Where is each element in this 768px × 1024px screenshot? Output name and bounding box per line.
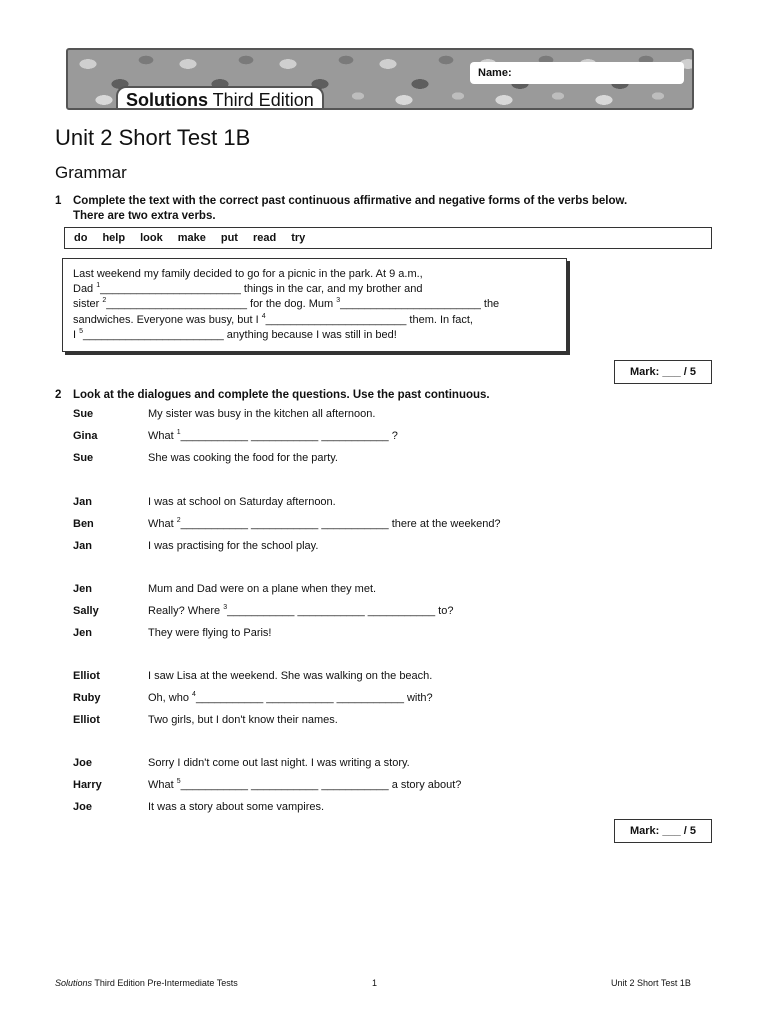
- question-2-prompt[interactable]: What $^2$___________ ___________ ___________ there at the weekend?: [148, 517, 501, 530]
- gap-2[interactable]: _______________________ for the dog. Mum: [106, 298, 337, 311]
- dialogue-line: I was practising for the school play.: [148, 540, 319, 552]
- dialogue-line: It was a story about some vampires.: [148, 801, 325, 813]
- dialogue-line: Sorry I didn't come out last night. I was writing a story.: [148, 757, 410, 769]
- speaker-name: Sue: [73, 452, 94, 464]
- speaker-name: Sally: [73, 605, 99, 617]
- question-1-instruction: [73, 194, 627, 224]
- name-field[interactable]: [470, 62, 684, 84]
- header-banner: [66, 48, 694, 110]
- speaker-name: Ben: [73, 518, 94, 530]
- verb-read: read: [252, 232, 277, 244]
- question-1-prompt[interactable]: What $^1$___________ ___________ ___________ ?: [148, 429, 398, 442]
- dialogue-line: They were flying to Paris!: [148, 627, 272, 639]
- text-line-5: I $^5$_______________________ anything because I was still in bed!: [73, 327, 397, 341]
- question-2-instruction: Look at the dialogues and complete the questions. Use the past continuous.: [73, 389, 490, 401]
- speaker-name: Jan: [73, 496, 92, 508]
- verb-do: do: [74, 232, 88, 244]
- verb-help: help: [102, 232, 126, 244]
- speaker-name: Jen: [73, 583, 92, 595]
- name-label: Name:: [478, 67, 512, 79]
- verb-try: try: [291, 232, 306, 244]
- speaker-name: Joe: [73, 801, 92, 813]
- gap-3[interactable]: _______________________ the: [340, 298, 500, 311]
- question-3-prompt[interactable]: Really? Where $^3$___________ ___________ ___________ to?: [148, 604, 454, 617]
- text-line-2: Dad $^1$_______________________ things in the car, and my brother and: [73, 282, 423, 296]
- page-number: 1: [372, 978, 378, 988]
- speaker-name: Sue: [73, 408, 94, 420]
- text-line-4: sandwiches. Everyone was busy, but I $^4$_______________________ them. In fact,: [73, 312, 473, 326]
- speaker-name: Ruby: [73, 692, 101, 704]
- dialogue-line: She was cooking the food for the party.: [148, 452, 338, 464]
- gap-5[interactable]: _______________________ anything because I was still in bed!: [83, 328, 397, 341]
- brand-rest: Third Edition: [208, 90, 314, 110]
- gap-1[interactable]: _______________________ things in the car, and my brother and: [100, 283, 423, 296]
- dialogue-line: I saw Lisa at the weekend. She was walking on the beach.: [148, 670, 433, 682]
- verb-make: make: [177, 232, 206, 244]
- verb-look: look: [140, 232, 163, 244]
- question-1-instruction-line2: There are two extra verbs.: [73, 210, 216, 222]
- speaker-name: Elliot: [73, 714, 100, 726]
- gap-fill-text: [62, 258, 567, 352]
- speaker-name: Elliot: [73, 670, 100, 682]
- speaker-name: Jan: [73, 540, 92, 552]
- text-line-1: Last weekend my family decided to go for a picnic in the park. At 9 a.m.,: [73, 268, 423, 280]
- section-title: Grammar: [55, 163, 127, 182]
- question-4-prompt[interactable]: Oh, who $^4$___________ ___________ ___________ with?: [148, 691, 433, 704]
- speaker-name: Gina: [73, 430, 98, 442]
- dialogue-line: Two girls, but I don't know their names.: [148, 714, 338, 726]
- speaker-name: Harry: [73, 779, 102, 791]
- verb-put: put: [220, 232, 238, 244]
- question-1-instruction-line1: Complete the text with the correct past continuous affirmative and negative forms of the verbs below.: [73, 195, 628, 207]
- page-title: Unit 2 Short Test 1B: [55, 125, 251, 150]
- speaker-name: Joe: [73, 757, 92, 769]
- footer-left: Solutions Third Edition Pre-Intermediate Tests: [55, 978, 238, 988]
- question-2-mark: Mark: ___ / 5: [614, 819, 712, 843]
- footer-right: Unit 2 Short Test 1B: [611, 978, 691, 988]
- dialogue-line: I was at school on Saturday afternoon.: [148, 496, 336, 508]
- question-1-mark: Mark: ___ / 5: [614, 360, 712, 384]
- question-2-number: 2: [55, 389, 62, 401]
- brand-bold: Solutions: [126, 90, 208, 110]
- dialogue-line: My sister was busy in the kitchen all afternoon.: [148, 408, 376, 420]
- brand-title: [116, 86, 324, 110]
- gap-4[interactable]: _______________________ them. In fact,: [265, 313, 473, 326]
- dialogue-line: Mum and Dad were on a plane when they met.: [148, 583, 377, 595]
- question-1-number: 1: [55, 195, 62, 207]
- speaker-name: Jen: [73, 627, 92, 639]
- verb-bank: [64, 227, 712, 249]
- question-5-prompt[interactable]: What $^5$___________ ___________ ___________ a story about?: [148, 778, 462, 791]
- text-line-3: sister $^2$_______________________ for the dog. Mum $^3$_______________________ the: [73, 297, 500, 311]
